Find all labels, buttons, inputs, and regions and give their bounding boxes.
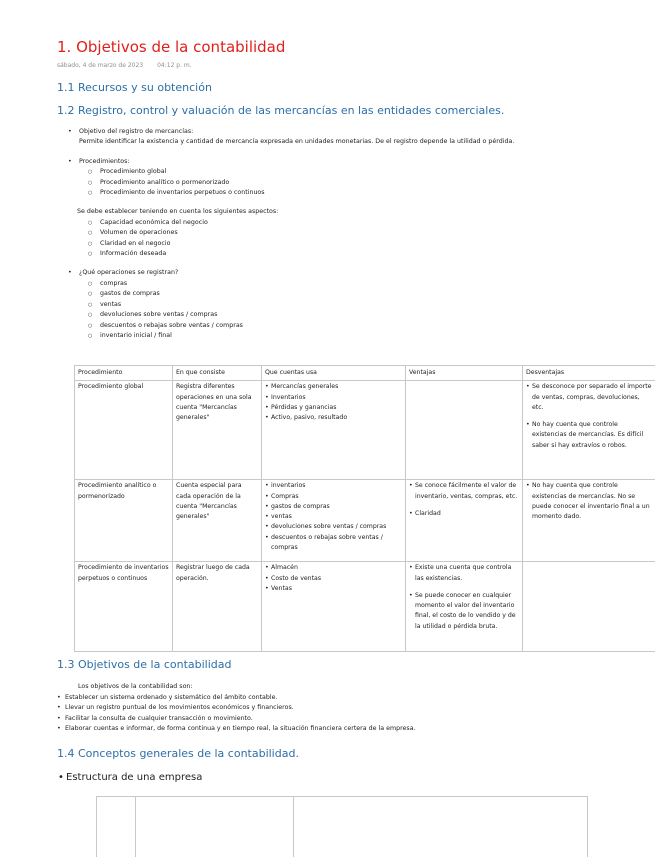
cell-item: • Activo, pasivo, resultado <box>265 413 402 423</box>
table-header: Desventajas <box>523 366 655 381</box>
list-item: ○ descuentos o rebajas sobre ventas / compras <box>68 321 514 331</box>
table-header: Que cuentas usa <box>262 366 406 381</box>
objetivos-block <box>57 682 416 735</box>
table-cell <box>406 480 523 562</box>
procedimientos-label: • Procedimientos: <box>68 157 514 167</box>
section-heading-1-2: 1.2 Registro, control y valuación de las mercancías en las entidades comerciales. <box>57 104 504 117</box>
objetivos-intro: Los objetivos de la contabilidad son: <box>57 682 416 693</box>
page-date: sábado, 4 de marzo de 2023 <box>57 62 143 69</box>
list-item: ○ Claridad en el negocio <box>68 239 514 249</box>
operaciones-label: • ¿Qué operaciones se registran? <box>68 268 514 278</box>
table-header: Ventajas <box>406 366 523 381</box>
table-header-row <box>75 366 655 381</box>
cell-item: • Pérdidas y ganancias <box>265 403 402 413</box>
cell-item: • descuentos o rebajas sobre ventas / compras <box>265 533 402 554</box>
cell-item: • gastos de compras <box>265 502 402 512</box>
table-cell <box>523 480 655 562</box>
list-item: ○ Capacidad económica del negocio <box>68 218 514 228</box>
list-item: ○ Volumen de operaciones <box>68 228 514 238</box>
table-cell: Procedimiento global <box>75 381 173 480</box>
cell-item: • Almacén <box>265 563 402 573</box>
table-cell: Registrar luego de cada operación. <box>173 562 262 652</box>
aspectos-label: Se debe establecer teniendo en cuenta los siguientes aspectos: <box>68 207 514 217</box>
procedimientos-table <box>74 365 655 652</box>
cell-item: • No hay cuenta que controle existencias de mercancías. No se puede conocer el inventario final a un momento dado. <box>526 481 652 522</box>
cell-item: • devoluciones sobre ventas / compras <box>265 522 402 532</box>
list-item: ○ devoluciones sobre ventas / compras <box>68 310 514 320</box>
list-item: ○ compras <box>68 279 514 289</box>
table-cell: Cuenta especial para cada operación de la cuenta "Mercancías generales" <box>173 480 262 562</box>
cell-item: • Inventarios <box>265 393 402 403</box>
list-item: ○ Procedimiento global <box>68 167 514 177</box>
table-row <box>75 562 655 652</box>
estructura-item: • Estructura de una empresa <box>66 772 202 783</box>
table-row <box>75 480 655 562</box>
cell-item: • No hay cuenta que controle existencias de mercancías. Es difícil saber si hay extravíos o robos. <box>526 420 652 451</box>
cell-item: • inventarios <box>265 481 402 491</box>
list-item: • Facilitar la consulta de cualquier transacción o movimiento. <box>57 714 416 725</box>
section-heading-1-1: 1.1 Recursos y su obtención <box>57 81 212 94</box>
objetivo-text: Permite identificar la existencia y cantidad de mercancía expresada en unidades monetarias. De el registro depende la utilidad o pérdida. <box>68 137 514 147</box>
list-item: ○ inventario inicial / final <box>68 331 514 341</box>
list-item: ○ Información deseada <box>68 249 514 259</box>
cell-item: • Ventas <box>265 584 402 594</box>
cell-item: • Se puede conocer en cualquier momento el valor del inventario final, el costo de lo vendido y de la utilidad o pérdida bruta. <box>409 591 519 632</box>
table-cell: Procedimiento analítico o pormenorizado <box>75 480 173 562</box>
list-item: • Elaborar cuentas e informar, de forma continua y en tiempo real, la situación financiera certera de la empresa. <box>57 724 416 735</box>
table-row <box>75 381 655 480</box>
list-item: • Establecer un sistema ordenado y sistemático del ámbito contable. <box>57 693 416 704</box>
cell-item: • Costo de ventas <box>265 574 402 584</box>
table-cell <box>406 381 523 480</box>
page-meta <box>57 62 192 69</box>
table-cell <box>523 562 655 652</box>
list-item: ○ ventas <box>68 300 514 310</box>
cell-item: • ventas <box>265 512 402 522</box>
cell-item: • Compras <box>265 492 402 502</box>
registro-block <box>68 127 514 341</box>
cell-item: • Se desconoce por separado el importe de ventas, compras, devoluciones, etc. <box>526 382 652 413</box>
page-title: 1. Objetivos de la contabilidad <box>57 38 285 56</box>
table-cell <box>262 562 406 652</box>
section-heading-1-3: 1.3 Objetivos de la contabilidad <box>57 658 232 671</box>
list-item: ○ Procedimiento de inventarios perpetuos o continuos <box>68 188 514 198</box>
table-header: En que consiste <box>173 366 262 381</box>
cell-item: • Existe una cuenta que controla las existencias. <box>409 563 519 584</box>
cell-item: • Se conoce fácilmente el valor de inventario, ventas, compras, etc. <box>409 481 519 502</box>
table-cell <box>523 381 655 480</box>
cell-item: • Mercancías generales <box>265 382 402 392</box>
table-header: Procedimiento <box>75 366 173 381</box>
table-cell <box>262 381 406 480</box>
list-item: ○ Procedimiento analítico o pormenorizado <box>68 178 514 188</box>
list-item: ○ gastos de compras <box>68 289 514 299</box>
table-cell: Registra diferentes operaciones en una sola cuenta "Mercancías generales" <box>173 381 262 480</box>
cell-item: • Claridad <box>409 509 519 519</box>
table-cell: Procedimiento de inventarios perpetuos o continuos <box>75 562 173 652</box>
table-cell <box>262 480 406 562</box>
page-time: 04:12 p. m. <box>157 62 192 69</box>
objetivo-label: • Objetivo del registro de mercancías: <box>68 127 514 137</box>
table-cell <box>406 562 523 652</box>
section-heading-1-4: 1.4 Conceptos generales de la contabilidad. <box>57 747 299 760</box>
list-item: • Llevar un registro puntual de los movimientos económicos y financieros. <box>57 703 416 714</box>
